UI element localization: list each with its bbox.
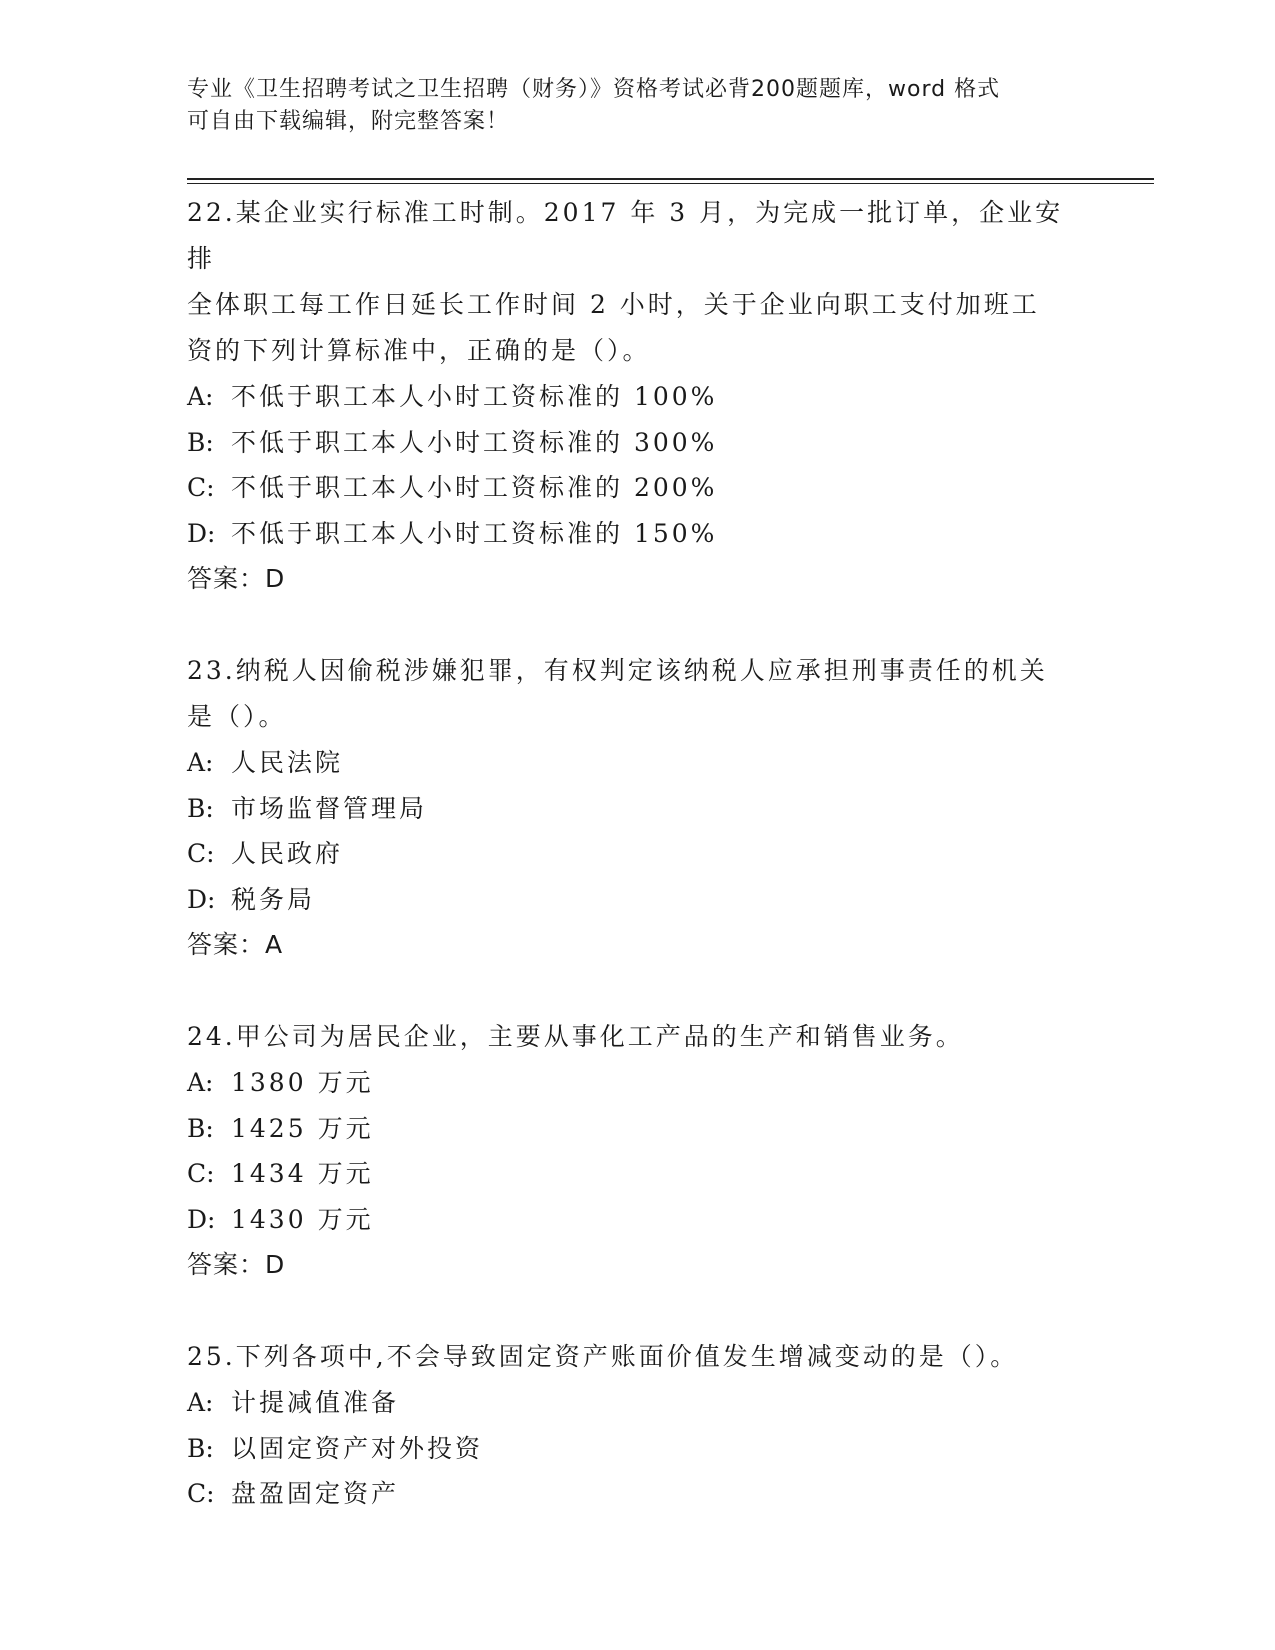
option-text: 1425 万元 <box>231 1113 374 1143</box>
option-text: 以固定资产对外投资 <box>231 1433 484 1463</box>
question-24 <box>187 1014 1087 1288</box>
option-c <box>187 1151 1087 1197</box>
option-key: C: <box>187 1159 215 1188</box>
option-c <box>187 1471 1087 1517</box>
option-key: B: <box>187 1113 214 1143</box>
answer-line: 答案：A <box>187 930 284 959</box>
option-key: C: <box>187 1479 215 1508</box>
option-a <box>187 1060 1087 1106</box>
option-c <box>187 831 1087 877</box>
option-text: 1380 万元 <box>231 1068 374 1097</box>
option-b <box>187 420 1087 466</box>
option-text: 不低于职工本人小时工资标准的 150% <box>231 518 718 548</box>
question-stem-line: 全体职工每工作日延长工作时间 2 小时，关于企业向职工支付加班工 <box>187 290 1040 319</box>
answer-line: 答案：D <box>187 1250 286 1279</box>
option-key: B: <box>187 427 214 457</box>
option-key: D: <box>187 884 216 914</box>
option-text: 1434 万元 <box>231 1159 374 1188</box>
question-stem-line: 25.下列各项中,不会导致固定资产账面价值发生增减变动的是（）。 <box>187 1342 1019 1371</box>
option-key: A: <box>187 1388 214 1417</box>
option-text: 不低于职工本人小时工资标准的 200% <box>231 473 718 502</box>
option-key: B: <box>187 1433 214 1463</box>
header-title-line-2: 可自由下载编辑，附完整答案！ <box>187 109 510 134</box>
option-d <box>187 1197 1087 1243</box>
option-b <box>187 1106 1087 1152</box>
header-title-line-1: 专业《卫生招聘考试之卫生招聘（财务）》资格考试必背200题题库，word 格式 <box>187 77 1001 102</box>
option-key: C: <box>187 473 215 502</box>
option-key: D: <box>187 1204 216 1234</box>
option-text: 税务局 <box>231 884 316 914</box>
option-b <box>187 786 1087 832</box>
question-25 <box>187 1334 1087 1517</box>
option-c <box>187 465 1087 511</box>
option-a <box>187 1380 1087 1426</box>
option-key: A: <box>187 748 214 777</box>
option-text: 1430 万元 <box>231 1204 374 1234</box>
option-a <box>187 740 1087 786</box>
option-key: A: <box>187 1068 214 1097</box>
option-text: 计提减值准备 <box>231 1388 400 1417</box>
question-stem-line: 24.甲公司为居民企业，主要从事化工产品的生产和销售业务。 <box>187 1022 964 1051</box>
question-stem-line: 23.纳税人因偷税涉嫌犯罪，有权判定该纳税人应承担刑事责任的机关 <box>187 656 1048 685</box>
header-divider <box>187 178 1154 184</box>
option-key: D: <box>187 518 216 548</box>
question-list <box>187 190 1087 1563</box>
option-d <box>187 877 1087 923</box>
question-22 <box>187 190 1087 602</box>
option-text: 市场监督管理局 <box>231 793 428 823</box>
option-text: 人民法院 <box>231 748 344 777</box>
option-key: A: <box>187 382 214 411</box>
option-key: C: <box>187 839 215 868</box>
option-d <box>187 511 1087 557</box>
option-text: 人民政府 <box>231 839 344 868</box>
option-text: 盘盈固定资产 <box>231 1479 400 1508</box>
option-text: 不低于职工本人小时工资标准的 300% <box>231 427 718 457</box>
option-key: B: <box>187 793 214 823</box>
question-stem-line: 是（）。 <box>187 702 287 731</box>
option-a <box>187 374 1087 420</box>
document-header <box>187 74 1087 138</box>
option-text: 不低于职工本人小时工资标准的 100% <box>231 382 718 411</box>
question-23 <box>187 648 1087 968</box>
answer-line: 答案：D <box>187 564 286 593</box>
question-stem-line: 22.某企业实行标准工时制。2017 年 3 月，为完成一批订单，企业安排 <box>187 198 1064 273</box>
question-stem-line: 资的下列计算标准中，正确的是（）。 <box>187 336 651 365</box>
option-b <box>187 1426 1087 1472</box>
